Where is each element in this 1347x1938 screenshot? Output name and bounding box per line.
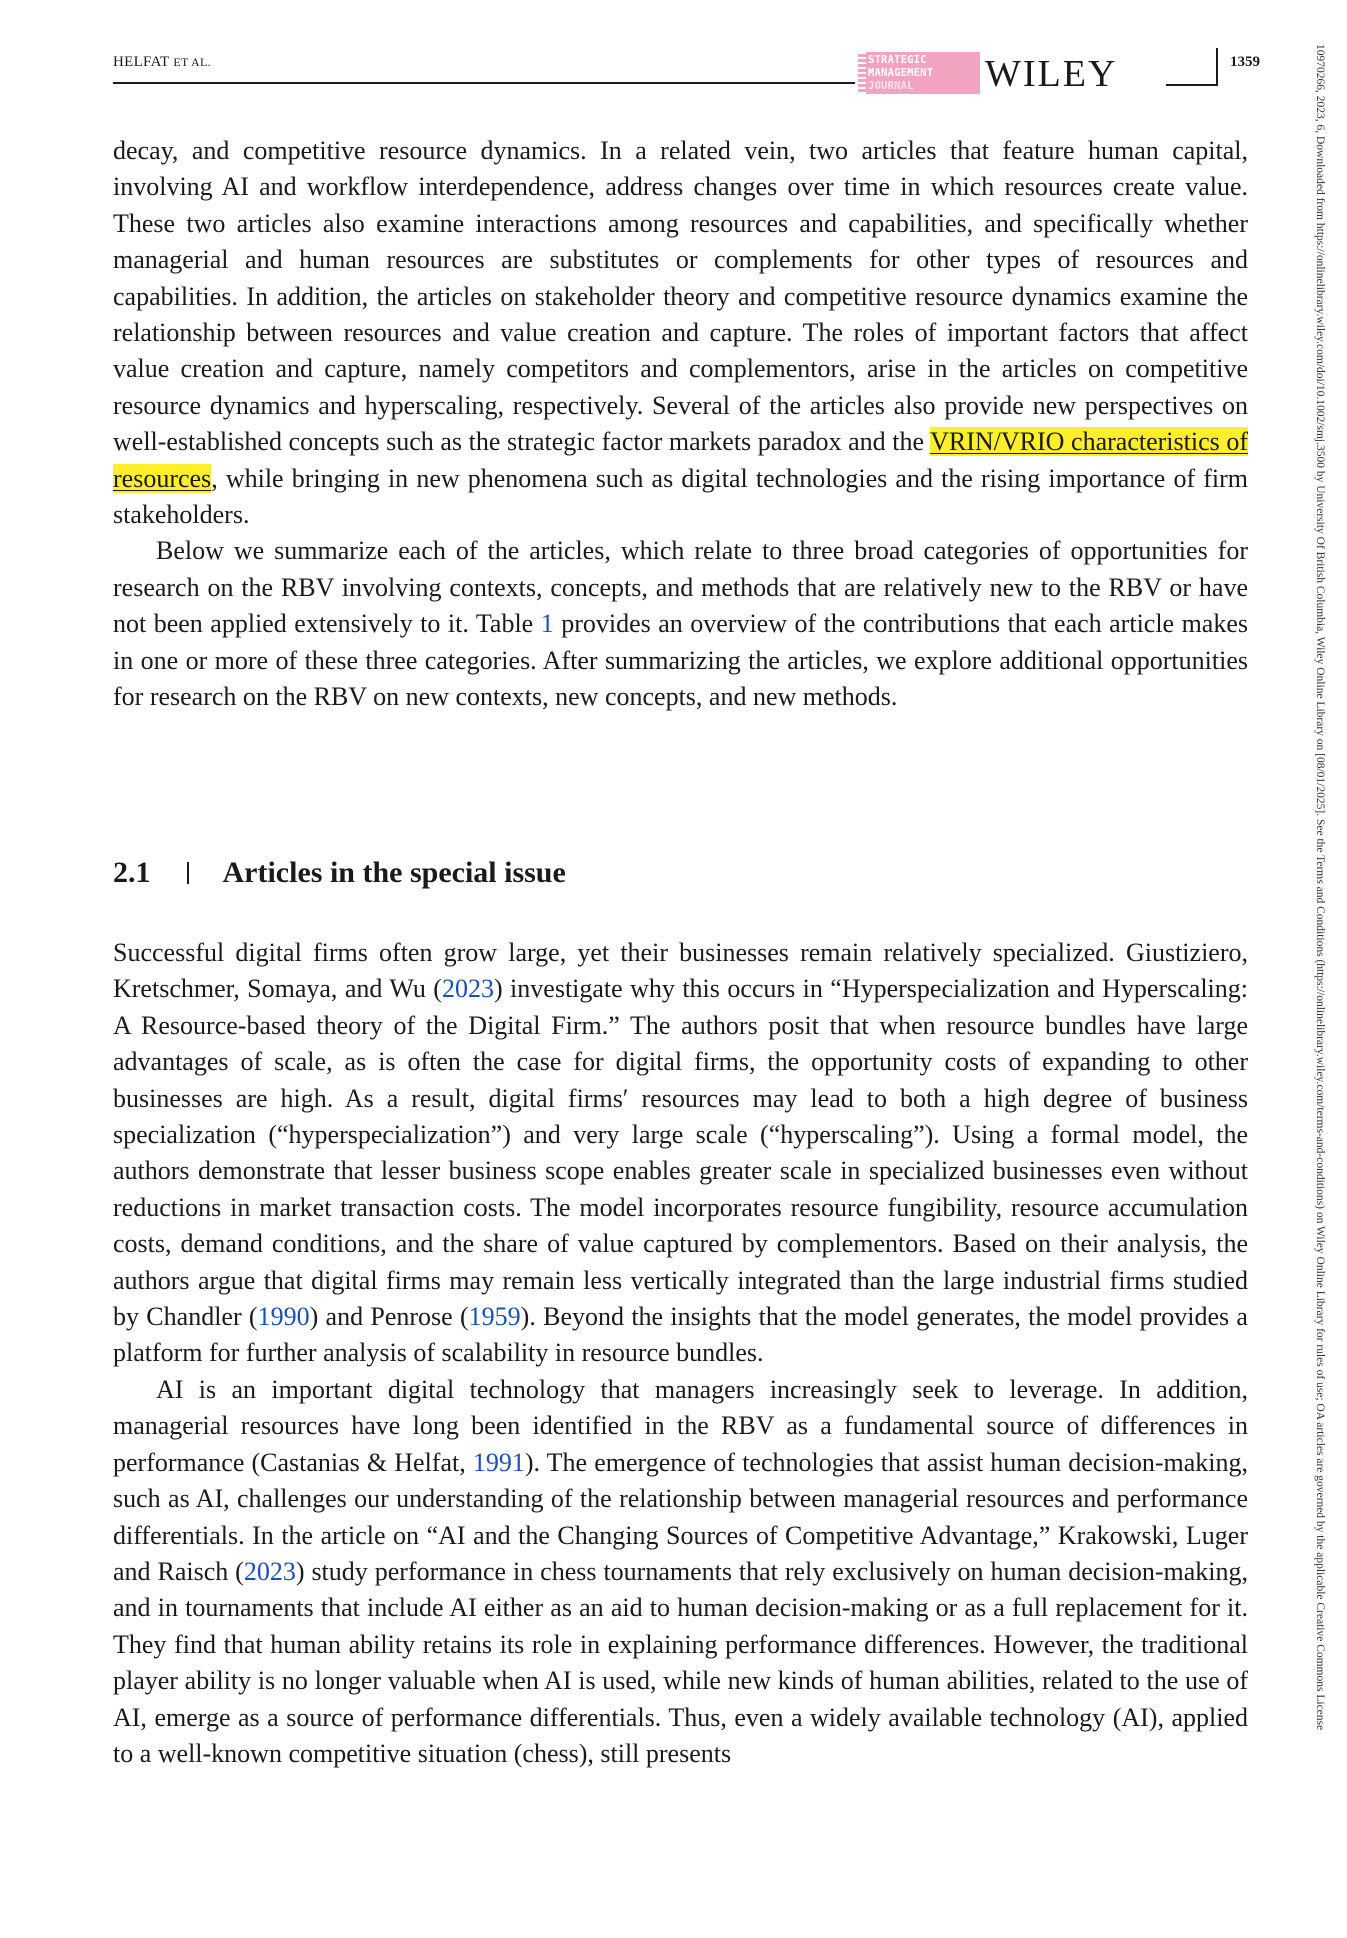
section-number: 2.1 (113, 856, 151, 889)
paragraph-2-text-b: provides an overview of the contributions that each article makes in one or more of these three categories. After summarizing the articles, we explore additional opportunities for research on the RBV on new contexts, new concepts, and new methods. (113, 609, 1249, 712)
journal-logo-badge (858, 52, 980, 94)
paragraph-4 (113, 1372, 1248, 1772)
publisher-underline (1166, 84, 1216, 86)
running-head-authors: HELFAT (113, 54, 170, 70)
paragraph-4-text-c: ) study performance in chess tournaments that rely exclusively on human decision-making, and in tournaments that include AI either as an aid to human decision-making or as a full replacement for it. They find that human ability retains its role in explaining performance differences. However, the traditional player ability is no longer valuable when AI is used, while new kinds of human abilities, related to the use of AI, emerge as a source of performance differentials. Thus, even a widely available technology (AI), applied to a well-known competitive situation (chess), still presents (113, 1556, 1248, 1768)
section-title: Articles in the special issue (222, 856, 566, 889)
header-divider (1216, 48, 1218, 86)
journal-badge-line-2: MANAGEMENT (868, 67, 934, 79)
paragraph-3-text-d: ). Beyond the insights that the model generates, the model provides a platform for further analysis of scalability in resource bundles. (113, 1302, 1248, 1368)
paragraph-3-text-c: ) and Penrose ( (309, 1302, 469, 1332)
paragraph-3 (113, 935, 1248, 1372)
side-download-notice: 10970266, 2023, 6, Downloaded from https://onlinelibrary.wiley.com/doi/10.1002/smj.3500 by University Of British Columbia, Wiley Online Library on [08/01/2025]. See the Terms and Conditions (https://onlinelibrary.wiley.com/terms-and-conditions) on Wiley Online Library for rules of use; OA articles are governed by the applicable Creative Commons License (1314, 44, 1326, 1731)
highlighted-text: VRIN/VRIO characteristics of resources (113, 427, 1248, 493)
paragraph-1-text-a: decay, and competitive resource dynamics. In a related vein, two articles that feature human capital, involving AI and workflow interdependence, address changes over time in which resources create value. These two articles also examine interactions among resources and capabilities, and specifically whether managerial and human resources are substitutes or complements for other types of resources and capabilities. In addition, the articles on stakeholder theory and competitive resource dynamics examine the relationship between resources and value creation and capture. The roles of important factors that affect value creation and capture, namely competitors and complementors, arise in the articles on competitive resource dynamics and hyperscaling, respectively. Several of the articles also provide new perspectives on well-established concepts such as the strategic factor markets paradox and the (113, 136, 1248, 457)
badge-stripes (858, 52, 866, 94)
paragraph-1-text-b: , while bringing in new phenomena such as digital technologies and the rising importance of firm stakeholders. (113, 463, 1248, 530)
citation-link-chandler-1990[interactable]: 1990 (257, 1302, 310, 1332)
table-1-link[interactable]: 1 (540, 609, 554, 639)
citation-link-penrose-1959[interactable]: 1959 (468, 1302, 521, 1332)
citation-link-krakowski-2023[interactable]: 2023 (243, 1556, 296, 1586)
paragraph-2-text-a: Below we summarize each of the articles, which relate to three broad categories of opportunities for research on the RBV involving contexts, concepts, and methods that are relatively new to the RBV or have not been applied extensively to it. Table (113, 536, 1248, 639)
citation-link-giustiziero-2023[interactable]: 2023 (441, 974, 494, 1004)
paragraph-4-text-b: ). The emergence of technologies that assist human decision-making, such as AI, challenges our understanding of the relationship between managerial resources and performance differentials. In the article on “AI and the Changing Sources of Competitive Advantage,” Krakowski, Luger and Raisch ( (113, 1447, 1248, 1586)
page-header (113, 52, 1260, 95)
journal-badge-line-1: STRATEGIC (868, 54, 927, 66)
paragraph-1 (113, 133, 1248, 533)
page-number: 1359 (1230, 54, 1260, 70)
running-head-etal: ET AL. (173, 55, 211, 69)
citation-link-castanias-1991[interactable]: 1991 (472, 1447, 525, 1477)
header-rule (113, 82, 855, 84)
section-separator (187, 862, 189, 884)
running-head (113, 54, 211, 71)
paragraph-3-text-b: ) investigate why this occurs in “Hyperspecialization and Hyperscaling: A Resource-based theory of the Digital Firm.” The authors posit that when resource bundles have large advantages of scale, as is often the case for digital firms, the opportunity costs of expanding to other businesses are high. As a result, digital firms′ resources may lead to both a high degree of business specialization (“hyperspecialization”) and very large scale (“hyperscaling”). Using a formal model, the authors demonstrate that lesser business scope enables greater scale in specialized businesses even without reductions in market transaction costs. The model incorporates resource fungibility, resource accumulation costs, demand conditions, and the share of value captured by complementors. Based on their analysis, the authors argue that digital firms may remain less vertically integrated than the large industrial firms studied by Chandler ( (113, 974, 1248, 1332)
paragraph-2 (113, 533, 1248, 715)
body-text-top (113, 133, 1248, 716)
paragraph-4-text-a: AI is an important digital technology that managers increasingly seek to leverage. In addition, managerial resources have long been identified in the RBV as a fundamental source of differences in performance (Castanias & Helfat, (113, 1374, 1248, 1477)
section-heading (113, 856, 566, 890)
paragraph-3-text-a: Successful digital firms often grow large, yet their businesses remain relatively specialized. Giustiziero, Kretschmer, Somaya, and Wu ( (113, 938, 1248, 1004)
publisher-logo: WILEY (985, 53, 1118, 95)
body-text-section (113, 935, 1248, 1772)
journal-badge-line-3: JOURNAL (868, 80, 914, 92)
